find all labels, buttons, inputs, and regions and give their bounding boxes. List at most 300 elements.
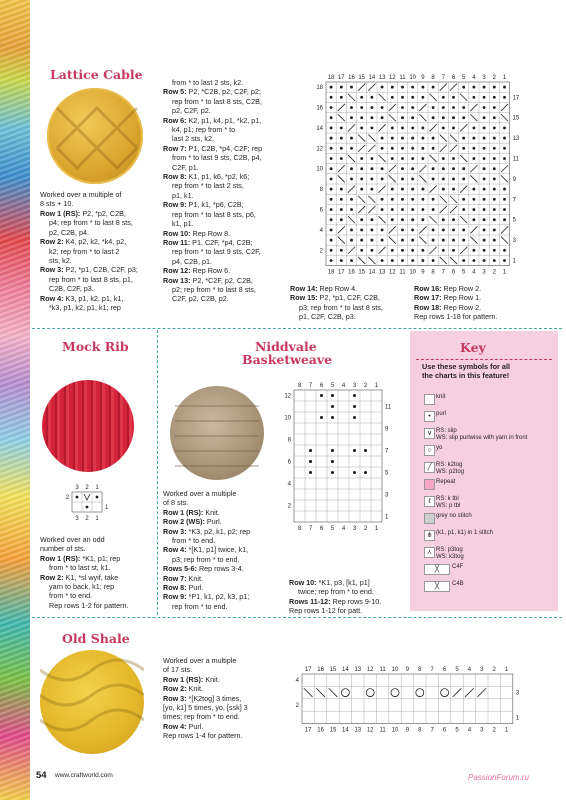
purl-symbol — [381, 137, 384, 140]
purl-symbol — [401, 116, 404, 119]
key-label: yo — [436, 445, 443, 451]
row-text: P1, C2F, *p4, C2B; — [190, 237, 253, 247]
row-text: p2, C2B, p4. — [49, 227, 89, 237]
chart-grid — [282, 378, 394, 534]
row-text: number of sts. — [40, 544, 86, 554]
chart-col-number: 3 — [75, 485, 79, 491]
chart-col-number: 8 — [431, 269, 435, 276]
row-label: Row 8: — [163, 583, 187, 593]
chart-col-number: 4 — [467, 727, 472, 734]
oldshale-chart — [290, 662, 525, 736]
row-label: Row 17: — [414, 293, 442, 303]
purl-symbol — [330, 137, 333, 140]
purl-symbol — [493, 208, 496, 211]
lattice-instructions-col4 — [414, 284, 534, 322]
chart-col-number: 5 — [330, 383, 335, 389]
purl-symbol — [370, 116, 373, 119]
key-label: C4B — [452, 581, 464, 587]
purl-symbol — [331, 394, 334, 397]
row-text: p2, C2F, p2. — [172, 106, 211, 116]
chart-col-number: 7 — [441, 75, 445, 81]
chart-col-number: 6 — [442, 727, 447, 734]
purl-symbol — [353, 405, 356, 408]
purl-symbol — [364, 471, 367, 474]
purl-symbol — [472, 96, 475, 99]
purl-symbol — [330, 167, 333, 170]
purl-symbol — [86, 506, 89, 509]
chart-row-number: 4 — [287, 481, 291, 488]
purl-symbol — [411, 96, 414, 99]
chart-col-number: 1 — [504, 727, 509, 734]
chart-col-number: 3 — [482, 269, 486, 276]
chart-col-number: 13 — [378, 269, 386, 276]
chart-row-number: 1 — [385, 514, 389, 521]
purl-symbol — [353, 416, 356, 419]
purl-symbol — [432, 116, 435, 119]
purl-symbol — [360, 116, 363, 119]
key-label: knit — [436, 394, 446, 400]
purl-symbol — [330, 218, 333, 221]
purl-symbol — [401, 147, 404, 150]
row-label: Row 9: — [163, 200, 187, 210]
purl-symbol — [381, 116, 384, 119]
chart-row-number: 7 — [385, 448, 389, 455]
purl-symbol — [391, 96, 394, 99]
row-text: k4, p1; rep from * to — [172, 125, 236, 135]
purl-symbol — [442, 126, 445, 129]
purl-symbol — [364, 449, 367, 452]
row-label: Row 1 (RS): — [40, 209, 81, 218]
instruction-line — [40, 303, 164, 312]
chart-row-number: 17 — [512, 95, 520, 102]
row-text: Rep rows 1-4 for pattern. — [163, 731, 243, 741]
chart-col-number: 16 — [317, 667, 324, 673]
row-text: *K1, p1; rep — [80, 553, 121, 563]
purl-symbol — [503, 218, 506, 221]
chart-col-number: 6 — [451, 269, 456, 276]
chart-col-number: 11 — [379, 727, 386, 734]
chart-col-number: 16 — [317, 727, 324, 734]
purl-symbol — [442, 116, 445, 119]
chart-col-number: 3 — [352, 383, 357, 389]
chart-row-number: 5 — [385, 470, 389, 477]
purl-symbol — [432, 167, 435, 170]
purl-symbol — [411, 218, 414, 221]
instruction-line — [163, 191, 285, 200]
purl-symbol — [401, 188, 404, 191]
purl-symbol — [360, 96, 363, 99]
row-label: Row 4: — [163, 545, 187, 555]
instruction-line — [163, 703, 293, 712]
chart-col-number: 8 — [297, 383, 302, 389]
purl-symbol — [381, 239, 384, 242]
purl-symbol — [483, 157, 486, 160]
purl-symbol — [360, 249, 363, 252]
instruction-line — [40, 218, 164, 227]
purl-symbol — [411, 239, 414, 242]
chart-col-number: 16 — [348, 269, 355, 276]
instruction-line — [163, 508, 293, 517]
row-text: rep from * to last 8 sts, C2B, — [172, 96, 262, 106]
instruction-line — [163, 498, 293, 507]
instruction-line — [163, 219, 285, 228]
key-label-ws: WS: k3tog — [436, 554, 464, 560]
row-label: Row 9: — [163, 592, 187, 602]
purl-symbol — [472, 249, 475, 252]
chart-row-number: 2 — [295, 703, 299, 709]
purl-symbol — [432, 198, 435, 201]
chart-col-number: 10 — [391, 727, 399, 734]
chart-col-number: 15 — [358, 269, 366, 276]
purl-symbol — [411, 126, 414, 129]
purl-symbol — [401, 106, 404, 109]
key-symbol-icon: ╳ — [424, 581, 450, 592]
instruction-line — [40, 563, 158, 572]
key-symbol-icon: ⋏ — [424, 547, 435, 558]
key-label: RS: p3tog — [436, 547, 463, 553]
chart-col-number: 14 — [368, 269, 376, 276]
chart-col-number: 2 — [363, 383, 368, 389]
chart-row-number: 11 — [385, 404, 392, 411]
oldshale-title: Old Shale — [62, 631, 130, 646]
chart-col-number: 2 — [492, 269, 496, 276]
instruction-line — [163, 665, 293, 674]
purl-symbol — [370, 96, 373, 99]
chart-col-number: 4 — [467, 667, 472, 673]
row-text: Purl. — [186, 721, 204, 731]
page-number: 54 — [36, 770, 47, 781]
chart-col-number: 15 — [329, 667, 337, 673]
row-label: Row 4: — [163, 721, 187, 731]
purl-symbol — [381, 228, 384, 231]
instruction-line — [163, 555, 293, 564]
purl-symbol — [493, 167, 496, 170]
chart-col-number: 9 — [421, 269, 425, 276]
purl-symbol — [340, 208, 343, 211]
row-text: of 8 sts. — [163, 498, 189, 508]
row-label: Row 4: — [40, 293, 64, 303]
instruction-line — [163, 144, 285, 153]
row-text: Purl. — [204, 517, 222, 527]
instruction-line — [163, 266, 285, 275]
chart-col-number: 17 — [304, 667, 312, 673]
chart-col-number: 2 — [492, 667, 496, 673]
row-text: *P1, k1, p2, k3, p1; — [186, 592, 250, 602]
instruction-line — [163, 134, 285, 143]
purl-symbol — [340, 259, 343, 262]
purl-symbol — [483, 188, 486, 191]
purl-symbol — [350, 147, 353, 150]
chart-col-number: 4 — [341, 383, 346, 389]
row-text: K1, p1, k6, *p2, k6; — [186, 172, 250, 182]
row-text: p3; rep from * to last 8 sts, — [299, 302, 383, 312]
purl-symbol — [401, 198, 404, 201]
chart-row-number: 2 — [287, 503, 291, 510]
chart-row-number: 12 — [284, 393, 291, 400]
instruction-line — [40, 582, 158, 591]
key-symbol-icon: • — [424, 411, 435, 422]
purl-symbol — [411, 228, 414, 231]
purl-symbol — [432, 228, 435, 231]
row-label: Row 1 (RS): — [163, 674, 204, 684]
instruction-line — [163, 517, 293, 526]
purl-symbol — [330, 147, 333, 150]
chart-col-number: 13 — [354, 667, 362, 673]
purl-symbol — [350, 106, 353, 109]
chart-row-number: 6 — [287, 459, 291, 466]
purl-symbol — [493, 218, 496, 221]
key-symbol-icon: ╳ — [424, 564, 450, 575]
chart-row-number: 18 — [316, 85, 323, 92]
lattice-swatch-photo — [47, 88, 143, 184]
chart-grid — [290, 662, 525, 736]
purl-symbol — [493, 137, 496, 140]
chart-col-number: 3 — [75, 516, 79, 522]
key-symbol-icon — [424, 479, 435, 490]
purl-symbol — [370, 228, 373, 231]
purl-symbol — [483, 116, 486, 119]
row-text: from * to last st, k1. — [49, 563, 111, 573]
purl-symbol — [503, 147, 506, 150]
purl-symbol — [340, 86, 343, 89]
row-text: C2F, p2, C2B, p2. — [172, 294, 229, 304]
instruction-line — [163, 229, 285, 238]
purl-symbol — [421, 86, 424, 89]
purl-symbol — [411, 188, 414, 191]
key-title-rule — [416, 359, 552, 360]
row-label: Rows 5-6: — [163, 564, 197, 574]
purl-symbol — [381, 167, 384, 170]
purl-symbol — [421, 126, 424, 129]
instruction-line — [163, 125, 285, 134]
purl-symbol — [462, 137, 465, 140]
purl-symbol — [331, 449, 334, 452]
purl-symbol — [350, 228, 353, 231]
purl-symbol — [503, 208, 506, 211]
row-text: p3; rep from * to end. — [172, 554, 240, 564]
purl-symbol — [493, 157, 496, 160]
purl-symbol — [421, 218, 424, 221]
purl-symbol — [360, 239, 363, 242]
row-text: Rep rows 1-18 for pattern. — [414, 312, 498, 322]
key-symbol-icon — [424, 513, 435, 524]
row-text: P1, C2B, *p4, C2F; rep — [186, 143, 263, 153]
purl-symbol — [391, 188, 394, 191]
row-text: *k3, p1, k2, p1, k1; rep — [49, 303, 121, 313]
purl-symbol — [309, 460, 312, 463]
instruction-line — [163, 97, 285, 106]
purl-symbol — [493, 188, 496, 191]
row-label: Row 1 (RS): — [40, 553, 81, 563]
row-text: *[K1, p1] twice, k1, — [186, 545, 249, 555]
mockrib-instructions — [40, 535, 158, 610]
purl-symbol — [350, 198, 353, 201]
instruction-line — [163, 116, 285, 125]
chart-col-number: 17 — [337, 269, 345, 276]
purl-symbol — [360, 126, 363, 129]
row-text: Rep Row 1. — [441, 293, 482, 303]
instruction-line — [40, 591, 158, 600]
row-text: Worked over a multiple — [163, 656, 237, 665]
purl-symbol — [493, 259, 496, 262]
purl-symbol — [401, 86, 404, 89]
row-text: p4, C2B, p1. — [172, 256, 212, 266]
purl-symbol — [350, 116, 353, 119]
purl-symbol — [462, 239, 465, 242]
purl-symbol — [483, 208, 486, 211]
purl-symbol — [360, 106, 363, 109]
chart-col-number: 11 — [399, 75, 406, 81]
row-text: P2, *p1, C2F, C2B, — [317, 293, 380, 303]
purl-symbol — [503, 137, 506, 140]
purl-symbol — [330, 249, 333, 252]
purl-symbol — [421, 249, 424, 252]
purl-symbol — [503, 86, 506, 89]
chart-row-number: 15 — [512, 115, 520, 122]
chart-col-number: 1 — [502, 75, 507, 81]
chart-col-number: 10 — [409, 269, 417, 276]
chart-col-number: 5 — [462, 269, 466, 276]
row-text: Rep rows 3-4. — [196, 564, 244, 574]
row-text: C2F, p1. — [172, 162, 199, 172]
key-label-ws: WS: slip purlwise with yarn in front — [436, 435, 528, 441]
purl-symbol — [493, 228, 496, 231]
chart-col-number: 2 — [492, 727, 496, 734]
row-text: Knit. — [203, 674, 220, 684]
purl-symbol — [320, 416, 323, 419]
purl-symbol — [401, 177, 404, 180]
instruction-line — [163, 257, 285, 266]
purl-symbol — [432, 106, 435, 109]
purl-symbol — [370, 239, 373, 242]
purl-symbol — [411, 177, 414, 180]
chart-col-number: 14 — [342, 727, 349, 734]
instruction-line — [163, 684, 293, 693]
purl-symbol — [411, 106, 414, 109]
row-text: from * to last 9 sts, C2B, p4, — [172, 153, 262, 163]
purl-symbol — [340, 218, 343, 221]
row-text: Worked over an odd — [40, 535, 105, 544]
purl-symbol — [330, 188, 333, 191]
purl-symbol — [401, 167, 404, 170]
instruction-line — [163, 731, 293, 740]
purl-symbol — [411, 116, 414, 119]
row-label: Row 16: — [414, 284, 442, 293]
purl-symbol — [432, 259, 435, 262]
chart-col-number: 3 — [352, 526, 357, 532]
chart-col-number: 10 — [409, 75, 417, 81]
chart-col-number: 11 — [399, 269, 406, 276]
row-text: p2; rep from * to last 8 sts, — [172, 284, 256, 294]
row-label: Row 18: — [414, 302, 442, 312]
purl-symbol — [462, 147, 465, 150]
key-label: purl — [436, 411, 447, 417]
purl-symbol — [391, 218, 394, 221]
purl-symbol — [503, 157, 506, 160]
chart-col-number: 17 — [304, 727, 312, 734]
chart-col-number: 7 — [430, 727, 434, 734]
purl-symbol — [483, 167, 486, 170]
purl-symbol — [483, 249, 486, 252]
row-text: from * to end. — [172, 536, 216, 546]
purl-symbol — [503, 249, 506, 252]
chart-col-number: 12 — [366, 667, 374, 673]
row-text: k1, p1. — [172, 219, 194, 229]
key-symbol-icon: ⋔ — [424, 530, 435, 541]
chart-col-number: 8 — [297, 526, 302, 532]
purl-symbol — [503, 188, 506, 191]
key-label: C4F — [452, 564, 464, 570]
purl-symbol — [340, 198, 343, 201]
row-text: twice; rep from * to end. — [298, 587, 374, 597]
instruction-line — [40, 209, 164, 218]
purl-symbol — [411, 137, 414, 140]
niddvale-title-line2: Basketweave — [242, 352, 333, 367]
purl-symbol — [370, 218, 373, 221]
row-text: rep from * to last 9 sts, C2F, — [172, 247, 261, 257]
instruction-line — [163, 247, 285, 256]
purl-symbol — [411, 157, 414, 160]
row-text: K4, p2, k2, *k4, p2, — [63, 237, 127, 247]
purl-symbol — [472, 188, 475, 191]
purl-symbol — [350, 167, 353, 170]
purl-symbol — [330, 96, 333, 99]
purl-symbol — [462, 106, 465, 109]
row-text: Rep rows 1-12 for patt. — [289, 606, 363, 616]
purl-symbol — [381, 86, 384, 89]
chart-row-number: 2 — [319, 248, 323, 255]
instruction-line — [163, 210, 285, 219]
purl-symbol — [421, 188, 424, 191]
chart-col-number: 13 — [354, 727, 362, 734]
key-label: RS: k tbl — [436, 496, 459, 502]
purl-symbol — [421, 147, 424, 150]
purl-symbol — [493, 249, 496, 252]
instruction-line — [290, 312, 410, 321]
purl-symbol — [442, 106, 445, 109]
row-text: Knit. — [203, 507, 220, 517]
purl-symbol — [401, 126, 404, 129]
purl-symbol — [493, 106, 496, 109]
niddvale-instructions — [163, 489, 293, 611]
row-text: P2, *p1, C2B, C2F, p3; — [63, 265, 138, 275]
row-label: Row 10: — [289, 578, 317, 587]
chart-row-number: 12 — [316, 146, 323, 153]
chart-col-number: 9 — [405, 667, 410, 673]
instruction-line — [40, 237, 164, 246]
purl-symbol — [340, 249, 343, 252]
instruction-line — [163, 564, 293, 573]
chart-col-number: 2 — [85, 516, 89, 522]
purl-symbol — [411, 147, 414, 150]
purl-symbol — [432, 177, 435, 180]
chart-col-number: 5 — [462, 75, 466, 81]
row-label: Row 2: — [40, 237, 64, 247]
purl-symbol — [432, 239, 435, 242]
instruction-line — [414, 293, 534, 302]
chart-col-number: 1 — [95, 485, 99, 491]
instruction-line — [163, 163, 285, 172]
row-text: p1, k1. — [172, 190, 194, 200]
purl-symbol — [353, 449, 356, 452]
purl-symbol — [452, 157, 455, 160]
instruction-line — [414, 312, 534, 321]
purl-symbol — [421, 208, 424, 211]
purl-symbol — [411, 198, 414, 201]
row-label: Row 2: — [40, 572, 64, 582]
row-label: Row 14: — [290, 284, 318, 293]
chart-col-number: 4 — [472, 75, 476, 81]
